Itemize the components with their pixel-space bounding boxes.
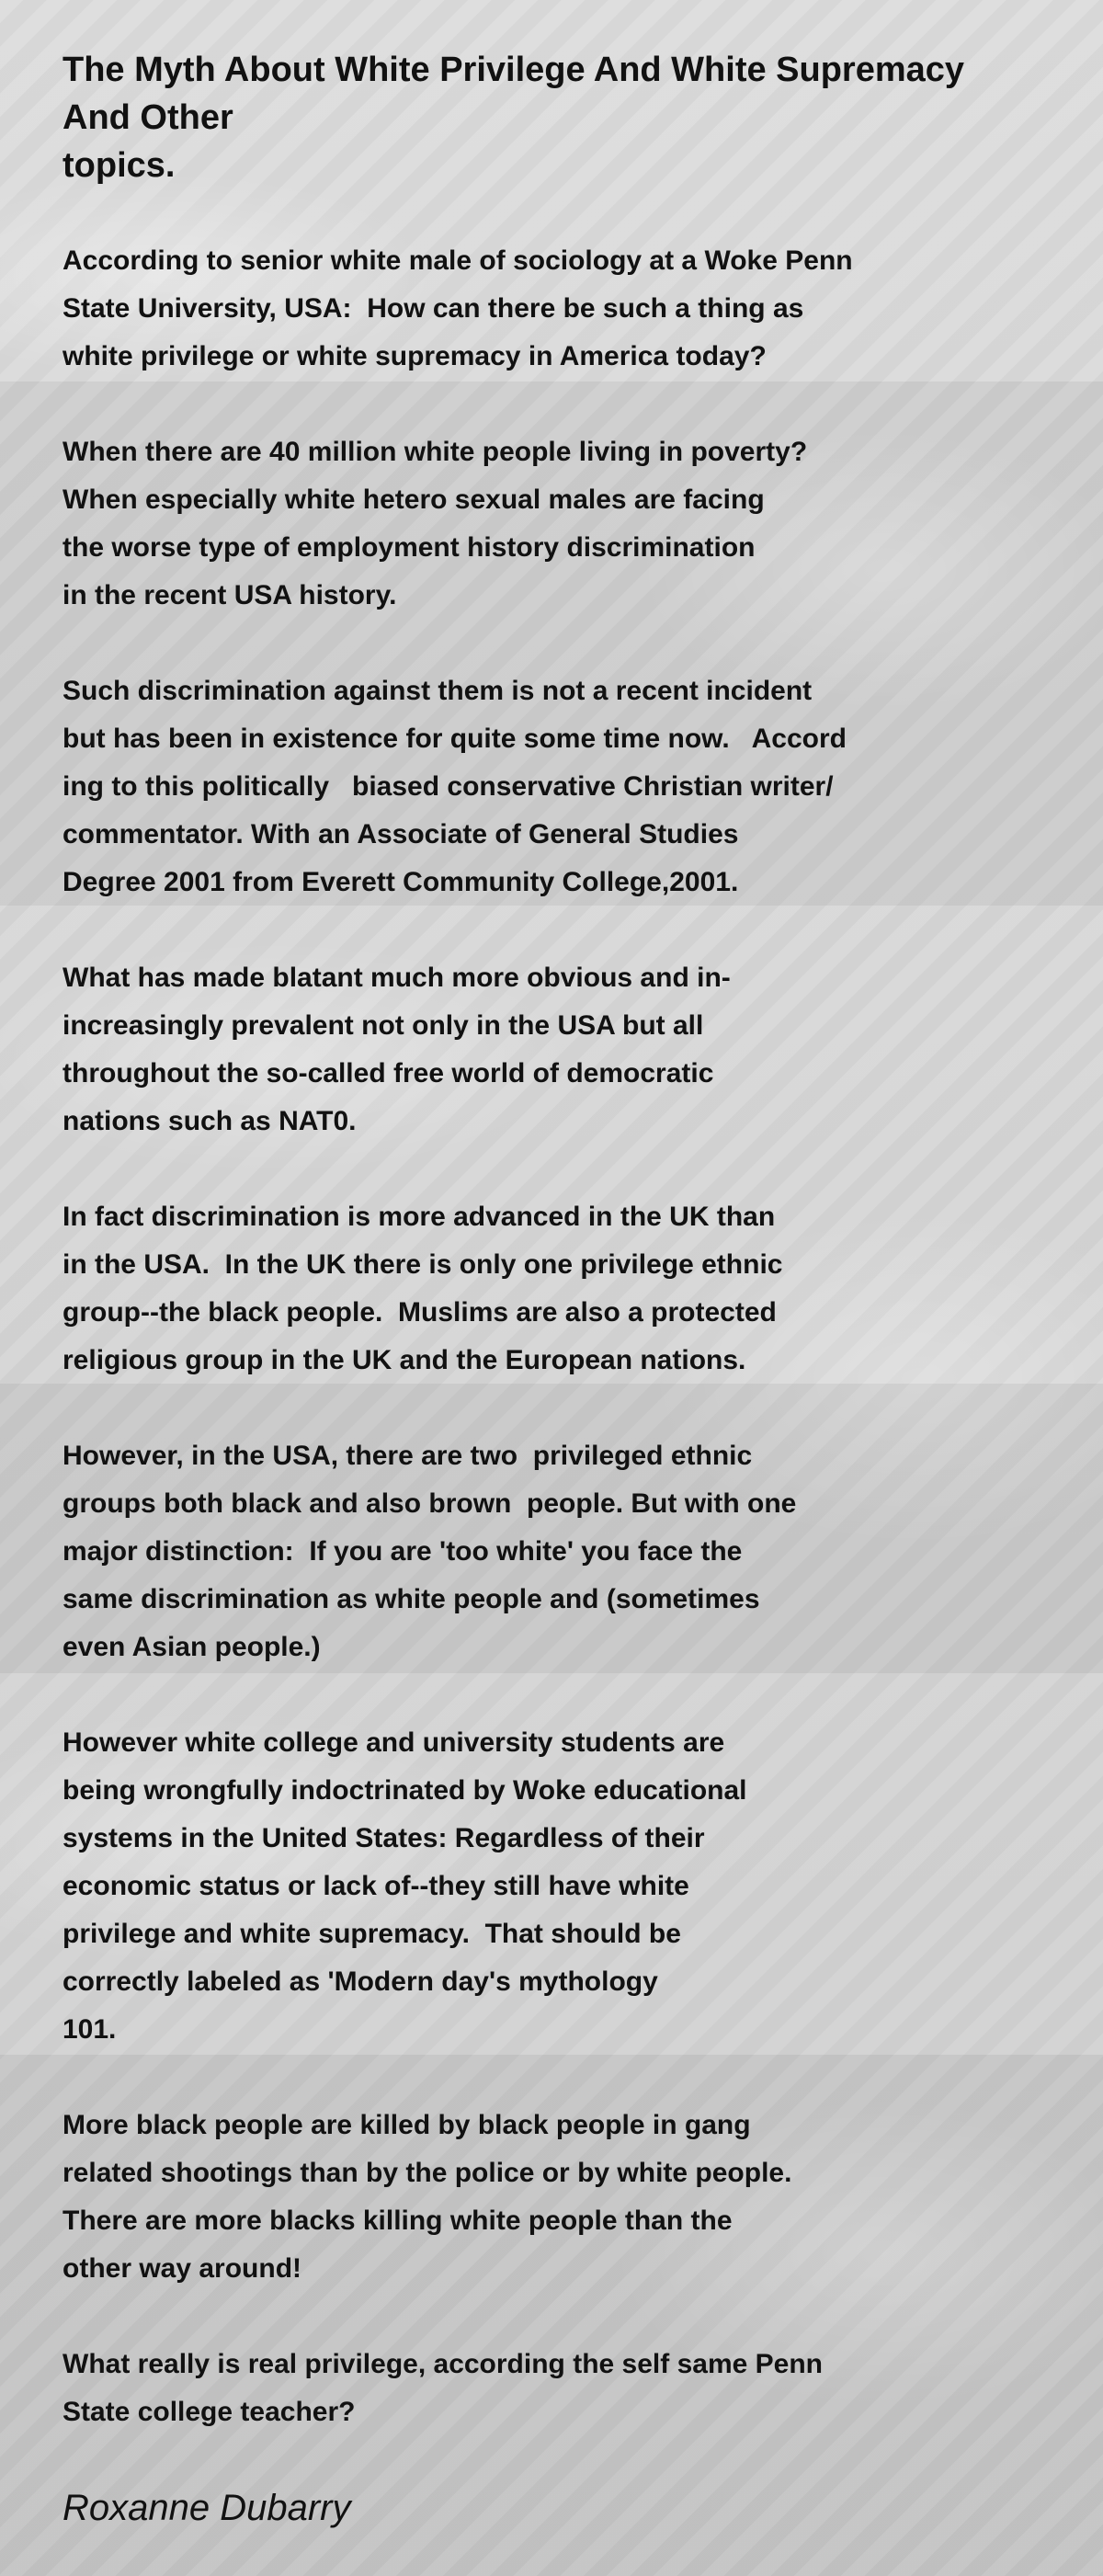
title-line: topics. xyxy=(63,146,176,185)
poem-line: group--the black people. Muslims are also a protected xyxy=(63,1297,777,1328)
stanza-3 xyxy=(63,667,1092,906)
title-line: The Myth About White Privilege And White Supremacy xyxy=(63,51,965,89)
stanza-1 xyxy=(63,237,1092,381)
poem-line: even Asian people.) xyxy=(63,1632,321,1662)
poem-line: economic status or lack of--they still have white xyxy=(63,1871,689,1901)
poem-line: same discrimination as white people and (sometimes xyxy=(63,1584,760,1614)
poem-line: systems in the United States: Regardless of their xyxy=(63,1823,705,1853)
title-line: And Other xyxy=(63,98,233,137)
stanza-8 xyxy=(63,2102,1092,2293)
poem-line: related shootings than by the police or by white people. xyxy=(63,2158,792,2188)
poem-line: being wrongfully indoctrinated by Woke educational xyxy=(63,1775,747,1806)
poem-line: religious group in the UK and the European nations. xyxy=(63,1345,746,1375)
poem-line: State University, USA: How can there be such a thing as xyxy=(63,293,804,324)
poem-line: major distinction: If you are 'too white' you face the xyxy=(63,1536,743,1567)
poem-line: Such discrimination against them is not a recent incident xyxy=(63,676,813,706)
poem-line: the worse type of employment history discrimination xyxy=(63,532,756,563)
poem-line: However white college and university students are xyxy=(63,1727,725,1758)
poem-line: State college teacher? xyxy=(63,2397,356,2427)
poem-line: ing to this politically biased conservative Christian writer/ xyxy=(63,771,834,802)
poem-line: other way around! xyxy=(63,2253,302,2284)
poem-line: privilege and white supremacy. That should be xyxy=(63,1919,681,1949)
poem-title xyxy=(63,46,1092,189)
stanza-7 xyxy=(63,1719,1092,2054)
stanza-2 xyxy=(63,428,1092,620)
stanza-4 xyxy=(63,954,1092,1146)
poem-line: commentator. With an Associate of General Studies xyxy=(63,819,739,849)
poem-line: in the recent USA history. xyxy=(63,580,397,610)
poem-line: In fact discrimination is more advanced in the UK than xyxy=(63,1202,776,1232)
poem-line: nations such as NAT0. xyxy=(63,1106,357,1136)
poem-line: in the USA. In the UK there is only one privilege ethnic xyxy=(63,1249,783,1280)
poem-line: What has made blatant much more obvious and in- xyxy=(63,963,731,993)
poem-line: There are more blacks killing white people than the xyxy=(63,2206,733,2236)
poem-line: Degree 2001 from Everett Community College,2001. xyxy=(63,867,739,897)
poem-line: 101. xyxy=(63,2014,117,2045)
poem-line: According to senior white male of sociology at a Woke Penn xyxy=(63,245,853,276)
poem-line: correctly labeled as 'Modern day's mythology xyxy=(63,1966,658,1997)
poem-line: More black people are killed by black people in gang xyxy=(63,2110,751,2140)
poem-line: However, in the USA, there are two privileged ethnic xyxy=(63,1441,753,1471)
poem-content xyxy=(63,46,1092,2532)
poem-line: increasingly prevalent not only in the USA but all xyxy=(63,1010,704,1041)
author-name: Roxanne Dubarry xyxy=(63,2488,351,2528)
poem-line: When especially white hetero sexual males are facing xyxy=(63,484,765,515)
poem-line: What really is real privilege, according the self same Penn xyxy=(63,2349,823,2379)
poem-line: When there are 40 million white people living in poverty? xyxy=(63,437,808,467)
poem-line: throughout the so-called free world of democratic xyxy=(63,1058,714,1089)
stanza-5 xyxy=(63,1193,1092,1385)
stanza-6 xyxy=(63,1432,1092,1671)
stanza-9 xyxy=(63,2341,1092,2436)
poem-line: but has been in existence for quite some time now. Accord xyxy=(63,724,847,754)
poem-line: white privilege or white supremacy in America today? xyxy=(63,341,767,371)
poem-line: groups both black and also brown people. But with one xyxy=(63,1488,797,1519)
